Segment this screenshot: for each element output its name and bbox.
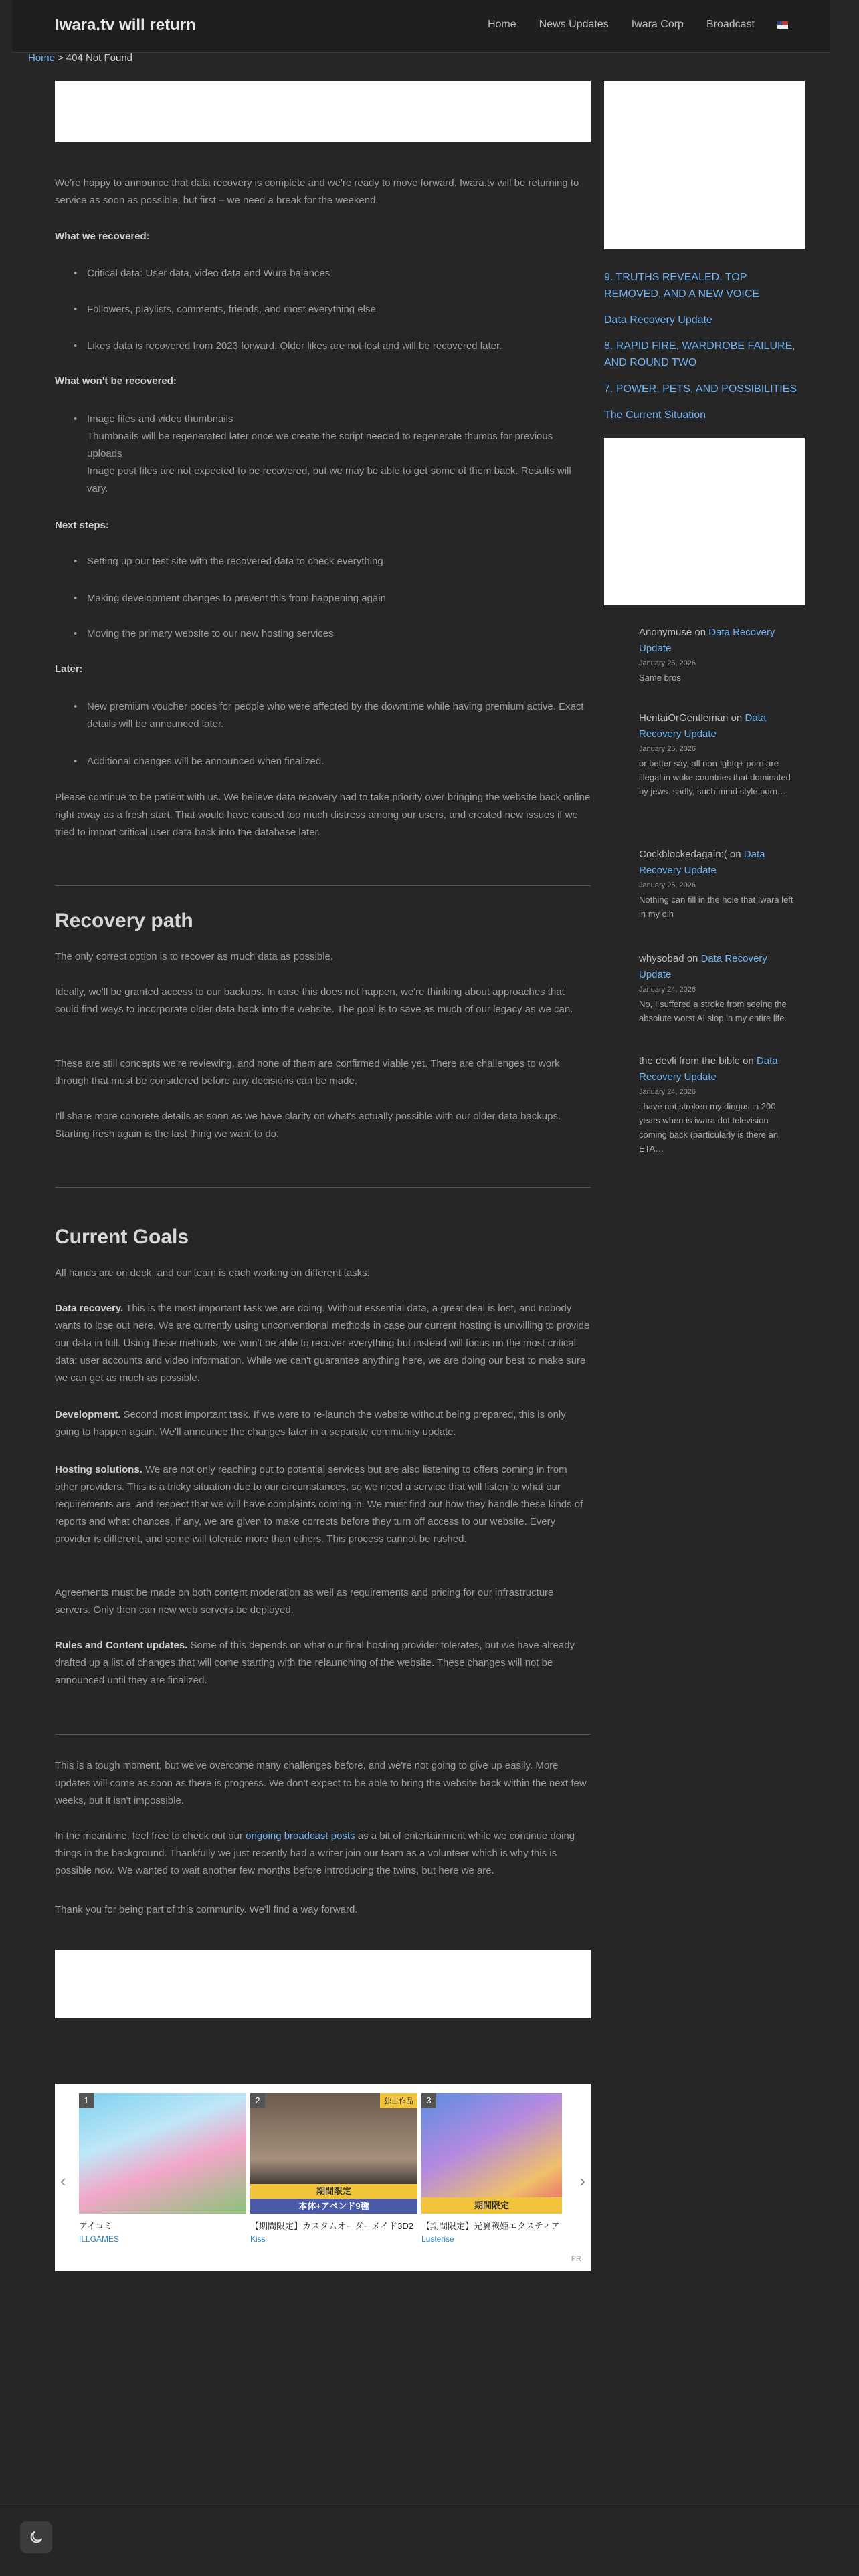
paragraph: Thank you for being part of this community. We'll find a way forward. [55, 1904, 358, 1915]
goal-data-recovery [55, 1300, 591, 1387]
recovered-heading: What we recovered: [55, 231, 150, 242]
comment-text: i have not stroken my dingus in 200 years when is iwara dot television coming back (particularly is there an ETA… [639, 1101, 779, 1154]
comment-on: on [729, 849, 741, 860]
comment-post-link[interactable]: Data Recovery Update [639, 1055, 778, 1083]
comment-text: or better say, all non-lgbtq+ porn are illegal in woke countries that dominated by jews. sadly, such mmd style porn… [639, 758, 791, 796]
product-title[interactable]: 【期間限定】光翼戦姫エクスティア [421, 2221, 560, 2231]
comment-date: January 24, 2026 [639, 986, 696, 994]
ad-banner-bottom[interactable] [55, 1950, 591, 2018]
comment-author: HentaiOrGentleman [639, 712, 729, 724]
product-image[interactable] [79, 2093, 246, 2214]
goal-text: This is the most important task we are doing. Without essential data, a great deal is lost, and nobody wants to lose out here. We are currently using unconventional methods in case our current hosting is unwilling to provide our data in full. Using these methods, we won't be able to recover everything but instead will focus on the most critical data: user accounts and video information. While we can't guarantee anything here, we are doing our best to make sure we can get as much as possible. [55, 1303, 590, 1384]
list-item: • Moving the primary website to our new hosting services [87, 625, 589, 643]
paragraph: These are still concepts we're reviewing, and none of them are confirmed viable yet. There are challenges to work through that must be considered before any decisions can be made. [55, 1058, 560, 1087]
product-title[interactable]: 【期間限定】カスタムオーダーメイド3D2 [250, 2221, 413, 2231]
list-item: • New premium voucher codes for people who were affected by the downtime while having premium active. Exact details will be announced later. [87, 698, 589, 733]
goal-label: Data recovery. [55, 1303, 124, 1314]
list-item: • Followers, playlists, comments, friends, and most everything else [87, 301, 589, 318]
paragraph [55, 1828, 591, 1880]
goal-text: We are not only reaching out to potential services but are also listening to offers coming in from other providers. This is a tricky situation due to our circumstances, so we need a service that will listen to what our requirements are, and respect that we will have complaints coming in. We must find out how they handle these kinds of reports and what chances, if any, we are given to make corrects before they turn off access to our website. Every provider is different, and some will tolerate more than others. This process cannot be rushed. [55, 1464, 583, 1545]
paragraph: I'll share more concrete details as soon as we have clarity on what's actually possible with our older data backups. Starting fresh again is the last thing we want to do. [55, 1111, 561, 1140]
goal-text: Some of this depends on what our final hosting provider tolerates, but we have already drafted up a list of changes that will come starting with the relaunching of the website. These changes will not be announced until they are finalized. [55, 1640, 575, 1686]
breadcrumb [28, 52, 132, 64]
current-goals-title: Current Goals [55, 1226, 189, 1248]
product-maker[interactable]: ILLGAMES [79, 2234, 120, 2244]
ad-banner-top[interactable] [55, 81, 591, 142]
comment-post-link[interactable]: Data Recovery Update [639, 849, 765, 876]
list-item-detail: Image post files are not expected to be recovered, but we may be able to get some of them back. Results will vary. [87, 465, 571, 494]
nav-broadcast[interactable]: Broadcast [706, 19, 755, 30]
chevron-left-icon[interactable]: ‹ [60, 2171, 66, 2191]
text: In the meantime, feel free to check out our [55, 1830, 246, 1842]
main-nav [488, 19, 788, 31]
ad-carousel[interactable] [55, 2084, 591, 2271]
list-item: • Likes data is recovered from 2023 forward. Older likes are not lost and will be recovered later. [87, 338, 589, 355]
comment-header [639, 951, 794, 983]
nav-news-updates[interactable]: News Updates [539, 19, 609, 30]
goal-hosting [55, 1461, 591, 1548]
rank-badge: 3 [421, 2093, 436, 2108]
rank-badge: 2 [250, 2093, 265, 2108]
product-maker[interactable]: Kiss [250, 2234, 266, 2244]
intro-paragraph: We're happy to announce that data recovery is complete and we're ready to move forward. Iwara.tv will be returning to service as soon as possible, but first – we need a break for the weekend. [55, 177, 579, 206]
limited-banner: 期間限定 [250, 2184, 417, 2199]
us-flag-icon[interactable] [777, 21, 788, 29]
comment-author: Anonymuse [639, 627, 692, 638]
product-image[interactable] [250, 2093, 417, 2214]
list-item: • Making development changes to prevent this from happening again [87, 590, 589, 607]
comment-on: on [694, 627, 706, 638]
sidebar-post-link[interactable]: Data Recovery Update [604, 314, 712, 326]
next-steps-heading: Next steps: [55, 520, 109, 531]
product-maker[interactable]: Lusterise [421, 2234, 454, 2244]
comment-header [639, 625, 794, 657]
recent-comment [639, 951, 794, 1025]
sidebar-post-link[interactable]: 9. TRUTHS REVEALED, TOP REMOVED, AND A NEW VOICE [604, 272, 760, 300]
limited-banner: 期間限定 [421, 2197, 562, 2214]
chevron-right-icon[interactable]: › [579, 2171, 585, 2191]
list-item: • Additional changes will be announced when finalized. [87, 753, 589, 770]
nav-iwara-corp[interactable]: Iwara Corp [631, 19, 684, 30]
recovery-path-title: Recovery path [55, 909, 193, 932]
divider [55, 1734, 591, 1735]
comment-post-link[interactable]: Data Recovery Update [639, 627, 775, 654]
comment-header [639, 710, 794, 742]
paragraph: Agreements must be made on both content moderation as well as requirements and pricing for our infrastructure servers. Only then can new web servers be deployed. [55, 1587, 554, 1616]
site-title[interactable]: Iwara.tv will return [55, 16, 196, 34]
goal-label: Rules and Content updates. [55, 1640, 188, 1651]
recent-comment [639, 1053, 794, 1156]
list-item: • Setting up our test site with the recovered data to check everything [87, 553, 589, 570]
goal-rules [55, 1637, 591, 1689]
text: as a bit of entertainment while we continue doing things in the background. Thankfully we just recently had a writer join our team as a volunteer which is why this is possible now. We wanted to wait another few months before introducing the twins, but here we are. [55, 1830, 575, 1876]
comment-post-link[interactable]: Data Recovery Update [639, 953, 767, 980]
sidebar-post-link[interactable]: 7. POWER, PETS, AND POSSIBILITIES [604, 383, 797, 395]
later-heading: Later: [55, 663, 83, 675]
goal-label: Development. [55, 1409, 121, 1420]
product-title[interactable]: アイコミ [79, 2221, 113, 2231]
carousel-card[interactable] [79, 2093, 246, 2244]
recent-comment [639, 847, 794, 921]
sidebar-ad-top[interactable] [604, 81, 805, 249]
moon-icon [28, 2529, 44, 2545]
comment-author: whysobad [639, 953, 684, 964]
nav-home[interactable]: Home [487, 19, 516, 30]
list-item: • Critical data: User data, video data and Wura balances [87, 265, 589, 282]
sidebar-post-link[interactable]: The Current Situation [604, 409, 706, 421]
patience-paragraph: Please continue to be patient with us. We believe data recovery had to take priority over bringing the website back online right away as a fresh start. That would have caused too much distress among our users, and created new issues if we tried to import critical user data back into the database later. [55, 792, 591, 838]
dark-mode-toggle[interactable] [20, 2521, 52, 2553]
paragraph: Ideally, we'll be granted access to our backups. In case this does not happen, we're thinking about approaches that could find ways to incorporate older data back into the website. The goal is to save as much of our legacy as we can. [55, 986, 573, 1015]
comment-post-link[interactable]: Data Recovery Update [639, 712, 767, 740]
carousel-card[interactable] [421, 2093, 562, 2244]
recent-comment [639, 625, 794, 685]
breadcrumb-separator: > [58, 52, 64, 64]
comment-header [639, 847, 794, 879]
breadcrumb-current: 404 Not Found [66, 52, 133, 64]
sidebar-ad-middle[interactable] [604, 438, 805, 605]
pr-label: PR [571, 2255, 581, 2263]
comment-author: the devli from the bible [639, 1055, 740, 1067]
comment-header [639, 1053, 794, 1085]
divider [55, 1187, 591, 1188]
not-recovered-heading: What won't be recovered: [55, 375, 177, 387]
goal-label: Hosting solutions. [55, 1464, 142, 1475]
list-item [87, 411, 589, 498]
exclusive-badge: 独占作品 [380, 2093, 417, 2108]
comment-date: January 25, 2026 [639, 745, 696, 753]
bundle-banner: 本体+アペンド9種 [250, 2199, 417, 2214]
carousel-card[interactable] [250, 2093, 417, 2244]
site-header [12, 0, 830, 53]
divider [55, 885, 591, 886]
broadcast-posts-link[interactable]: ongoing broadcast posts [246, 1830, 355, 1842]
paragraph: The only correct option is to recover as much data as possible. [55, 951, 334, 962]
goal-text: Second most important task. If we were to re-launch the website without being prepared, this is only going to happen again. We'll announce the changes later in a separate community update. [55, 1409, 566, 1438]
list-item-detail: Thumbnails will be regenerated later once we create the script needed to regenerate thumbs for previous uploads [87, 431, 553, 459]
comment-on: on [743, 1055, 754, 1067]
comment-text: Same bros [639, 673, 681, 683]
sidebar-post-link[interactable]: 8. RAPID FIRE, WARDROBE FAILURE, AND ROUND TWO [604, 340, 795, 368]
product-image[interactable] [421, 2093, 562, 2214]
list-item-title: • Image files and video thumbnails [87, 413, 233, 425]
comment-date: January 24, 2026 [639, 1088, 696, 1096]
comment-author: Cockblockedagain:( [639, 849, 727, 860]
paragraph: This is a tough moment, but we've overcome many challenges before, and we're not going to give up easily. More updates will come as soon as there is progress. We don't expect to be able to bring the website back within the next few weeks, but it isn't impossible. [55, 1760, 587, 1806]
comment-text: Nothing can fill in the hole that Iwara left in my dih [639, 895, 793, 919]
comment-on: on [731, 712, 743, 724]
rank-badge: 1 [79, 2093, 94, 2108]
comment-date: January 25, 2026 [639, 659, 696, 667]
paragraph: All hands are on deck, and our team is each working on different tasks: [55, 1267, 370, 1279]
comment-date: January 25, 2026 [639, 881, 696, 889]
breadcrumb-home[interactable]: Home [28, 52, 56, 64]
comment-text: No, I suffered a stroke from seeing the absolute worst AI slop in my entire life. [639, 999, 787, 1023]
recent-comment [639, 710, 794, 798]
goal-development [55, 1406, 591, 1441]
comment-on: on [686, 953, 698, 964]
